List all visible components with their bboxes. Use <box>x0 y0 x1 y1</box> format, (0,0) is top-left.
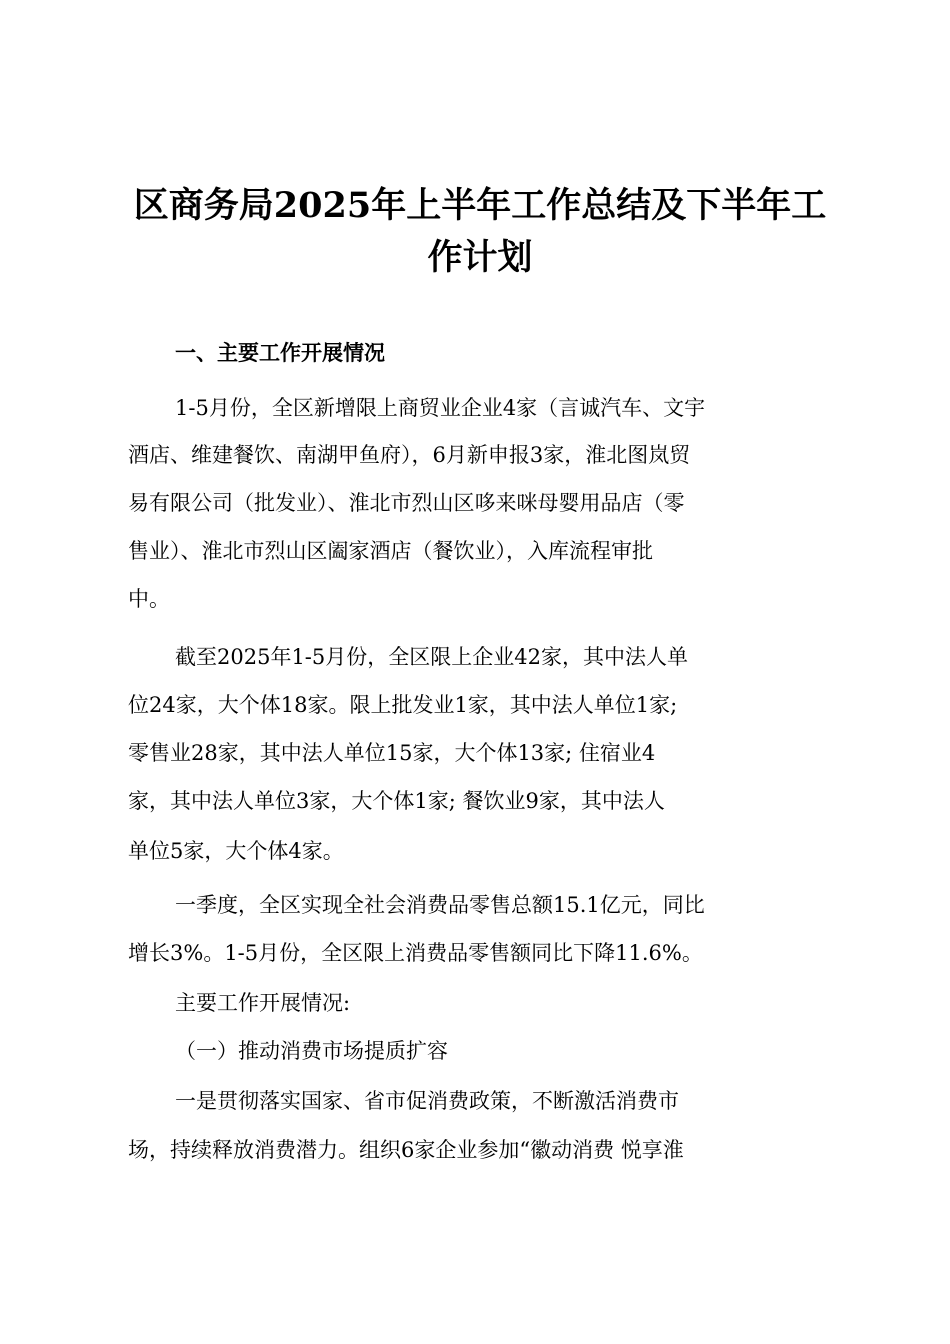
section-heading: 一、主要工作开展情况 <box>175 341 385 365</box>
paragraph-line: 主要工作开展情况: <box>175 991 351 1015</box>
paragraph-line: 场，持续释放消费潜力。组织6家企业参加“徽动消费 悦享淮 <box>128 1138 684 1162</box>
title-line-2: 作计划 <box>427 237 533 278</box>
paragraph-line: 零售业28家，其中法人单位15家，大个体13家; 住宿业4 <box>128 741 656 765</box>
paragraph-line: 1-5月份，全区新增限上商贸业企业4家（言诚汽车、文宇 <box>175 396 706 420</box>
paragraph-line: 中。 <box>128 587 170 611</box>
paragraph-line: 易有限公司（批发业）、淮北市烈山区哆来咪母婴用品店（零 <box>128 491 685 515</box>
paragraph-line: 一是贯彻落实国家、省市促消费政策，不断激活消费市 <box>175 1089 679 1113</box>
title-line-1: 区商务局2025年上半年工作总结及下半年工 <box>133 185 827 226</box>
subsection-heading: （一）推动消费市场提质扩容 <box>175 1039 448 1063</box>
paragraph-line: 家，其中法人单位3家，大个体1家; 餐饮业9家，其中法人 <box>128 789 665 813</box>
paragraph-line: 一季度，全区实现全社会消费品零售总额15.1亿元，同比 <box>175 893 705 917</box>
document-title <box>130 180 830 284</box>
paragraph-line: 售业）、淮北市烈山区阖家酒店（餐饮业），入库流程审批 <box>128 539 653 563</box>
paragraph-line: 位24家，大个体18家。限上批发业1家，其中法人单位1家; <box>128 693 678 717</box>
paragraph-line: 单位5家，大个体4家。 <box>128 839 344 863</box>
paragraph-line: 增长3%。1-5月份，全区限上消费品零售额同比下降11.6%。 <box>128 941 703 965</box>
paragraph-line: 酒店、维建餐饮、南湖甲鱼府），6月新申报3家，淮北图岚贸 <box>128 443 691 467</box>
paragraph-line: 截至2025年1-5月份，全区限上企业42家，其中法人单 <box>175 645 688 669</box>
